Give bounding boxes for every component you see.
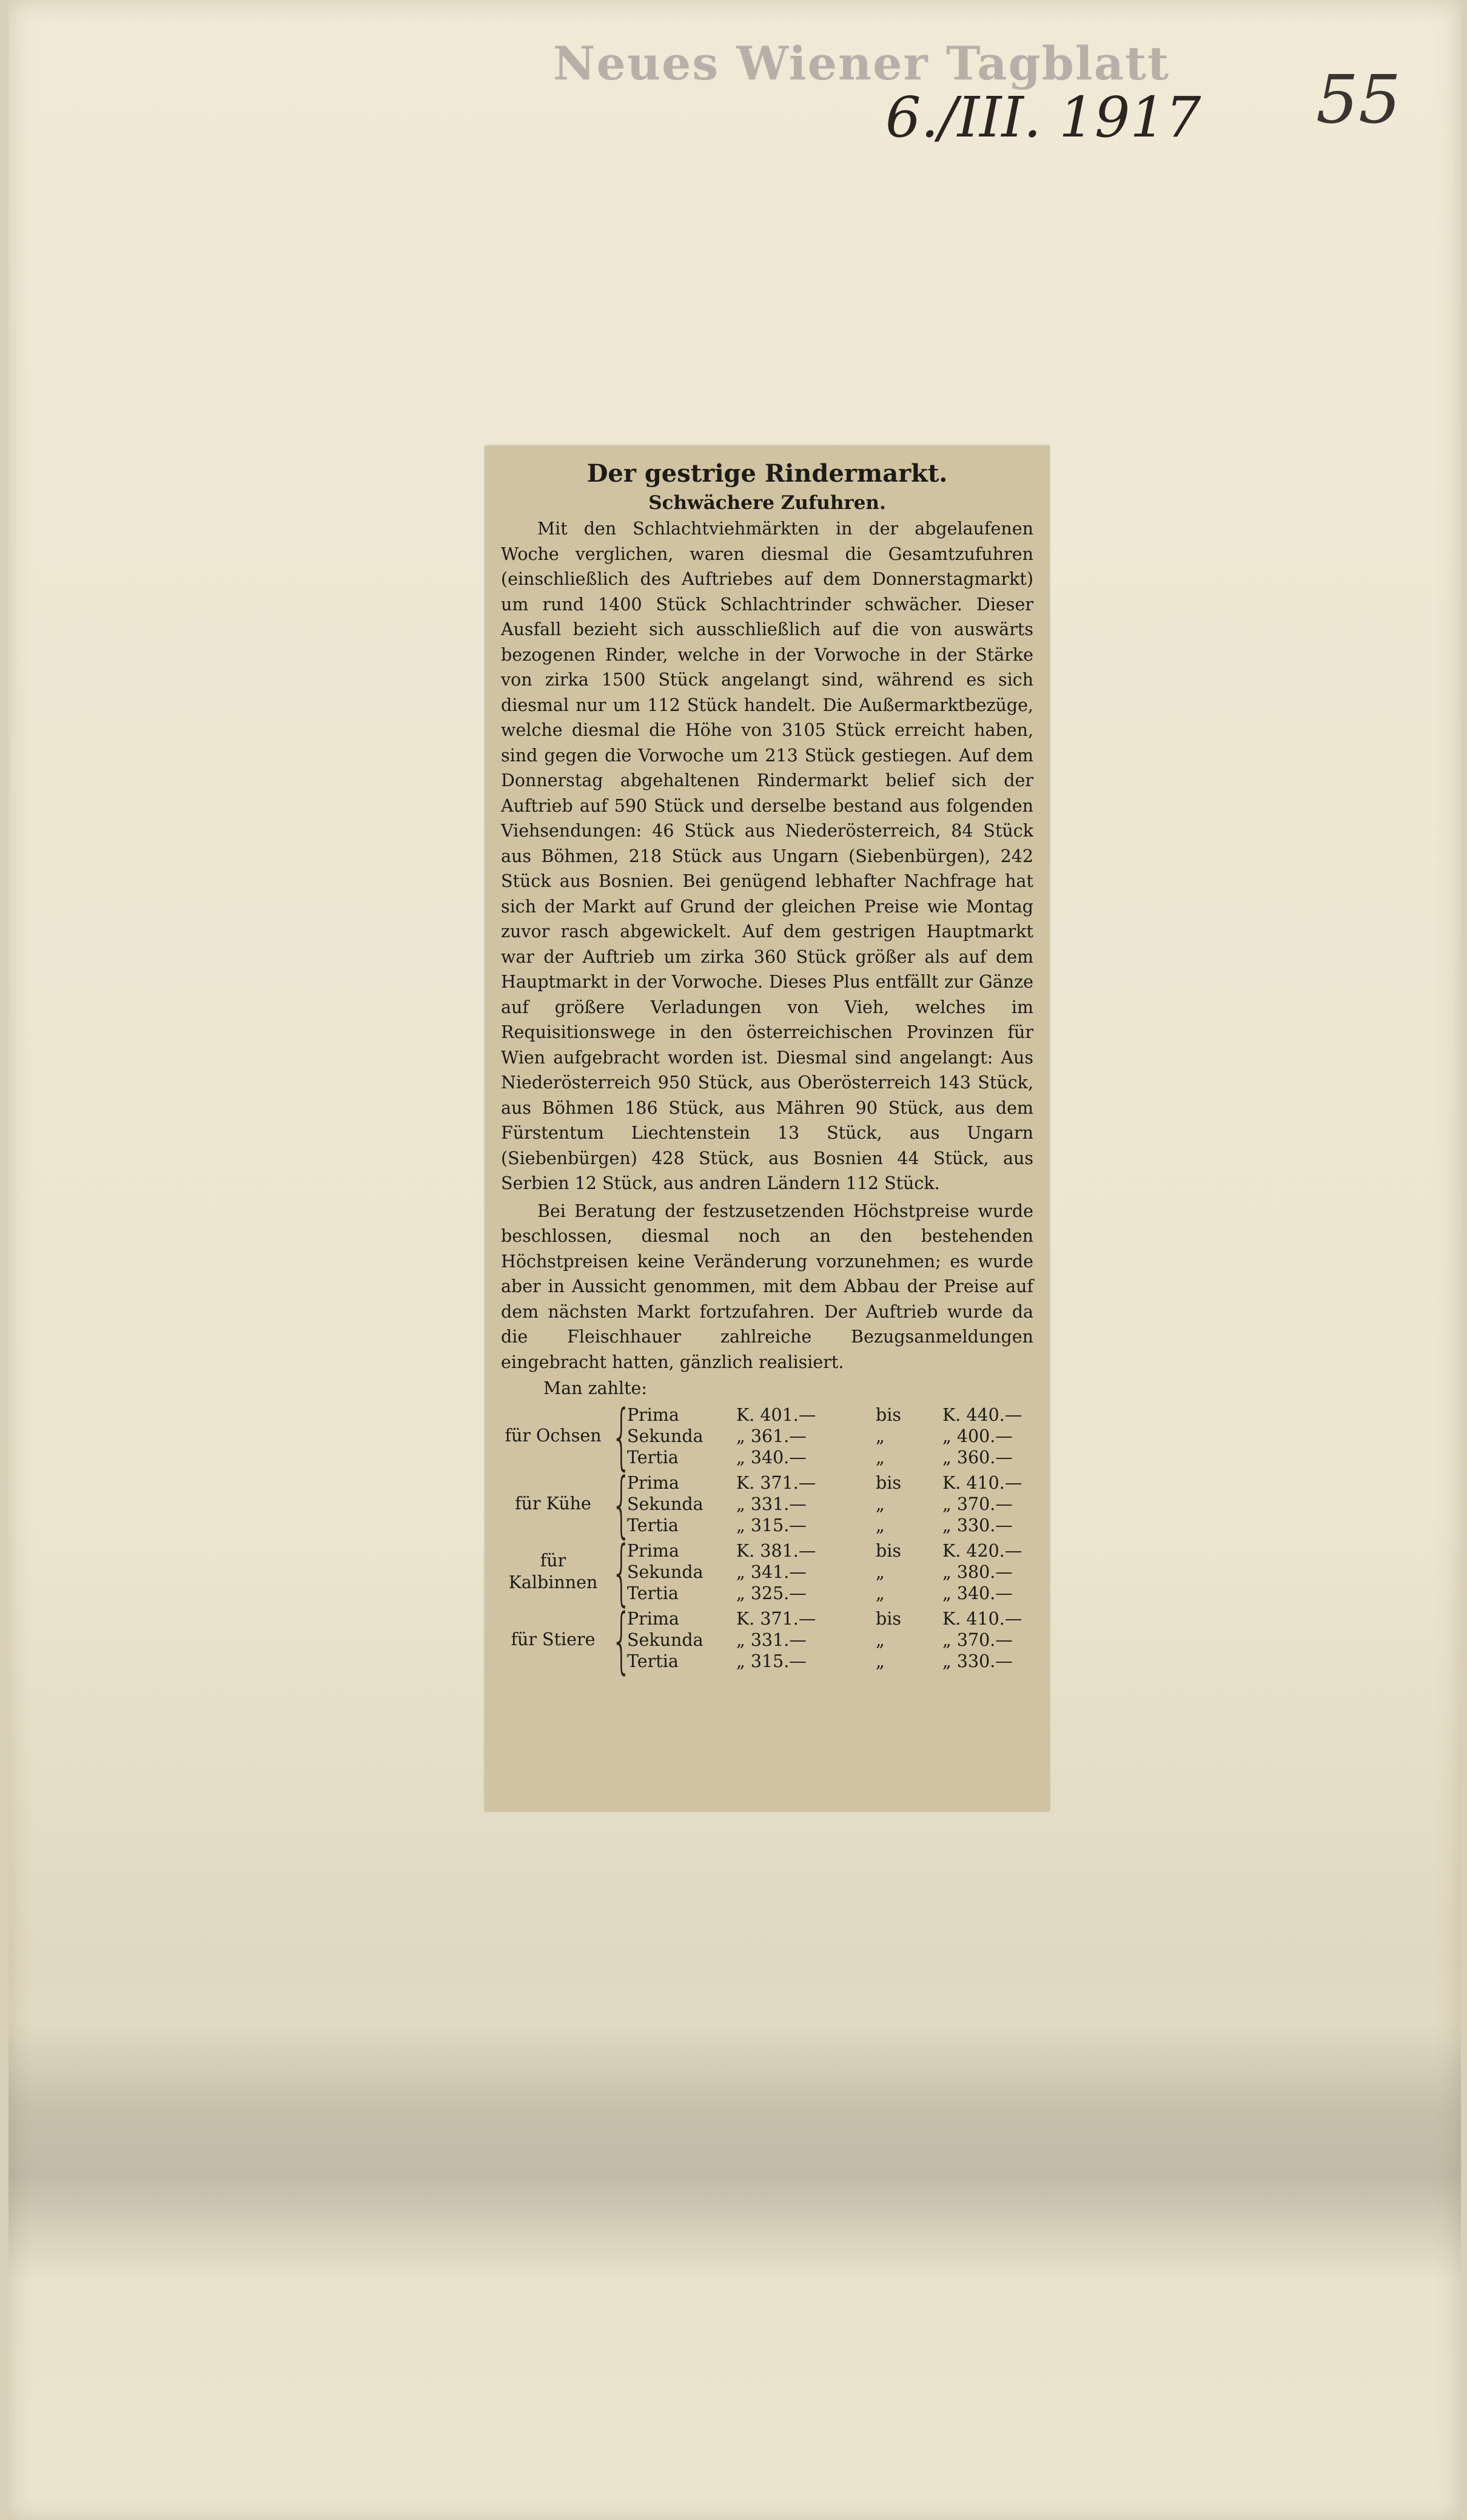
price-to: „ 330.— — [942, 1651, 1013, 1671]
brace-icon: { — [611, 1462, 632, 1546]
price-bis: bis — [876, 1608, 901, 1629]
article-paragraph: Bei Beratung der festzusetzenden Höchstpreise wurde beschlossen, diesmal noch an den bestehenden Höchstpreisen keine Veränderung vorzunehmen; es wurde aber in Aussicht genommen, mit dem Abbau der Preise auf dem nächsten Markt fortzufahren. Der Auftrieb wurde da die Fleischhauer zahlreiche Bezugsanmeldungen eingebracht hatten, gänzlich realisiert. — [501, 1201, 1033, 1372]
grade: Tertia — [627, 1651, 679, 1671]
price-group-kalbinnen — [501, 1530, 1033, 1614]
price-row — [627, 1629, 1033, 1651]
grade: Sekunda — [627, 1426, 703, 1446]
article-subtitle: Schwächere Zufuhren. — [648, 492, 886, 514]
price-bis: „ — [876, 1629, 885, 1650]
price-from: „ 331.— — [736, 1629, 807, 1650]
price-bis: „ — [876, 1515, 885, 1535]
handwritten-date: 6./III. 1917 — [885, 85, 1201, 150]
brace-icon: { — [611, 1394, 632, 1478]
brace-icon: { — [611, 1598, 632, 1682]
price-to: „ 370.— — [942, 1494, 1013, 1514]
price-to: „ 340.— — [942, 1583, 1013, 1603]
price-from: „ 325.— — [736, 1583, 807, 1603]
article-title: Der gestrige Rindermarkt. — [586, 459, 948, 488]
price-to: „ 360.— — [942, 1447, 1013, 1467]
grade: Prima — [627, 1608, 679, 1629]
grade: Tertia — [627, 1447, 679, 1467]
price-from: K. 371.— — [736, 1472, 816, 1493]
price-row — [627, 1651, 1033, 1672]
grade: Tertia — [627, 1515, 679, 1535]
price-to: „ 380.— — [942, 1562, 1013, 1582]
grade: Prima — [627, 1540, 679, 1561]
price-from: „ 315.— — [736, 1515, 807, 1535]
price-from: K. 401.— — [736, 1404, 816, 1425]
article-paragraph: Mit den Schlachtviehmärkten in der abgelaufenen Woche verglichen, waren diesmal die Gesamtzufuhren (einschließlich des Auftriebes auf dem Donnerstagmarkt) um rund 1400 Stück Schlachtrinder schwächer. Dieser Ausfall bezieht sich ausschließlich auf die von auswärts bezogenen Rinder, welche in der Vorwoche in der Stärke von zirka 1500 Stück angelangt sind, während es sich diesmal nur um 112 Stück handelt. Die Außermarktbezüge, welche diesmal die Höhe von 3105 Stück erreicht haben, sind gegen die Vorwoche um 213 Stück gestiegen. Auf dem Donnerstag abgehaltenen Rindermarkt belief sich der Auftrieb auf 590 Stück und derselbe bestand aus folgenden Viehsendungen: 46 Stück aus Niederösterreich, 84 Stück aus Böhmen, 218 Stück aus Ungarn (Siebenbürgen), 242 Stück aus Bosnien. Bei genügend lebhafter Nachfrage hat sich der Markt auf Grund der gleichen Preise wie Montag zuvor rasch abgewickelt. Auf dem gestrigen Hauptmarkt war der Auftrieb um zirka 360 Stück größer als auf dem Hauptmarkt in der Vorwoche. Dieses Plus entfällt zur Gänze auf größere Verladungen von Vieh, welches im Requisitionswege in den österreichischen Provinzen für Wien aufgebracht worden ist. Diesmal sind angelangt: Aus Niederösterreich 950 Stück, aus Oberösterreich 143 Stück, aus Böhmen 186 Stück, aus Mähren 90 Stück, aus dem Fürstentum Liechtenstein 13 Stück, aus Ungarn (Siebenbürgen) 428 Stück, aus Bosnien 44 Stück, aus Serbien 12 Stück, aus andren Ländern 112 Stück. — [501, 519, 1033, 1193]
price-bis: „ — [876, 1494, 885, 1514]
grade: Sekunda — [627, 1629, 703, 1650]
price-row — [627, 1608, 1033, 1629]
price-bis: „ — [876, 1426, 885, 1446]
newspaper-clipping — [485, 446, 1049, 1811]
price-to: K. 420.— — [942, 1540, 1022, 1561]
price-to: K. 410.— — [942, 1472, 1022, 1493]
price-row — [627, 1515, 1033, 1536]
brace-icon: { — [611, 1530, 632, 1614]
price-group-kuehe — [501, 1462, 1033, 1546]
price-row — [627, 1562, 1033, 1583]
price-bis: „ — [876, 1651, 885, 1671]
folio-number: 55 — [1316, 61, 1401, 138]
grade: Prima — [627, 1404, 679, 1425]
price-row — [627, 1583, 1033, 1604]
price-row — [627, 1494, 1033, 1515]
price-from: K. 381.— — [736, 1540, 816, 1561]
price-group-ochsen — [501, 1394, 1033, 1478]
grade: Sekunda — [627, 1494, 703, 1514]
price-row — [627, 1426, 1033, 1447]
grade: Prima — [627, 1472, 679, 1493]
grade: Tertia — [627, 1583, 679, 1603]
price-from: „ 361.— — [736, 1426, 807, 1446]
price-bis: „ — [876, 1447, 885, 1467]
price-bis: „ — [876, 1562, 885, 1582]
price-group-label: für Kühe — [515, 1494, 591, 1514]
price-to: „ 370.— — [942, 1629, 1013, 1650]
price-from: K. 371.— — [736, 1608, 816, 1629]
price-row — [627, 1447, 1033, 1468]
price-to: K. 410.— — [942, 1608, 1022, 1629]
price-row — [627, 1404, 1033, 1426]
price-row — [627, 1472, 1033, 1494]
price-group-label: für Ochsen — [505, 1426, 602, 1446]
price-from: „ 315.— — [736, 1651, 807, 1671]
price-bis: „ — [876, 1583, 885, 1603]
price-from: „ 340.— — [736, 1447, 807, 1467]
price-bis: bis — [876, 1540, 901, 1561]
price-to: K. 440.— — [942, 1404, 1022, 1425]
price-bis: bis — [876, 1472, 901, 1493]
price-to: „ 400.— — [942, 1426, 1013, 1446]
newspaper-stamp: Neues Wiener Tagblatt — [553, 36, 1170, 90]
price-to: „ 330.— — [942, 1515, 1013, 1535]
price-from: „ 341.— — [736, 1562, 807, 1582]
grade: Sekunda — [627, 1562, 703, 1582]
prices-intro: Man zahlte: — [543, 1378, 647, 1398]
price-group-stiere — [501, 1598, 1033, 1682]
price-from: „ 331.— — [736, 1494, 807, 1514]
price-group-label: für Stiere — [511, 1629, 596, 1649]
price-bis: bis — [876, 1404, 901, 1425]
price-row — [627, 1540, 1033, 1562]
price-group-label: für Kalbinnen — [508, 1551, 598, 1592]
